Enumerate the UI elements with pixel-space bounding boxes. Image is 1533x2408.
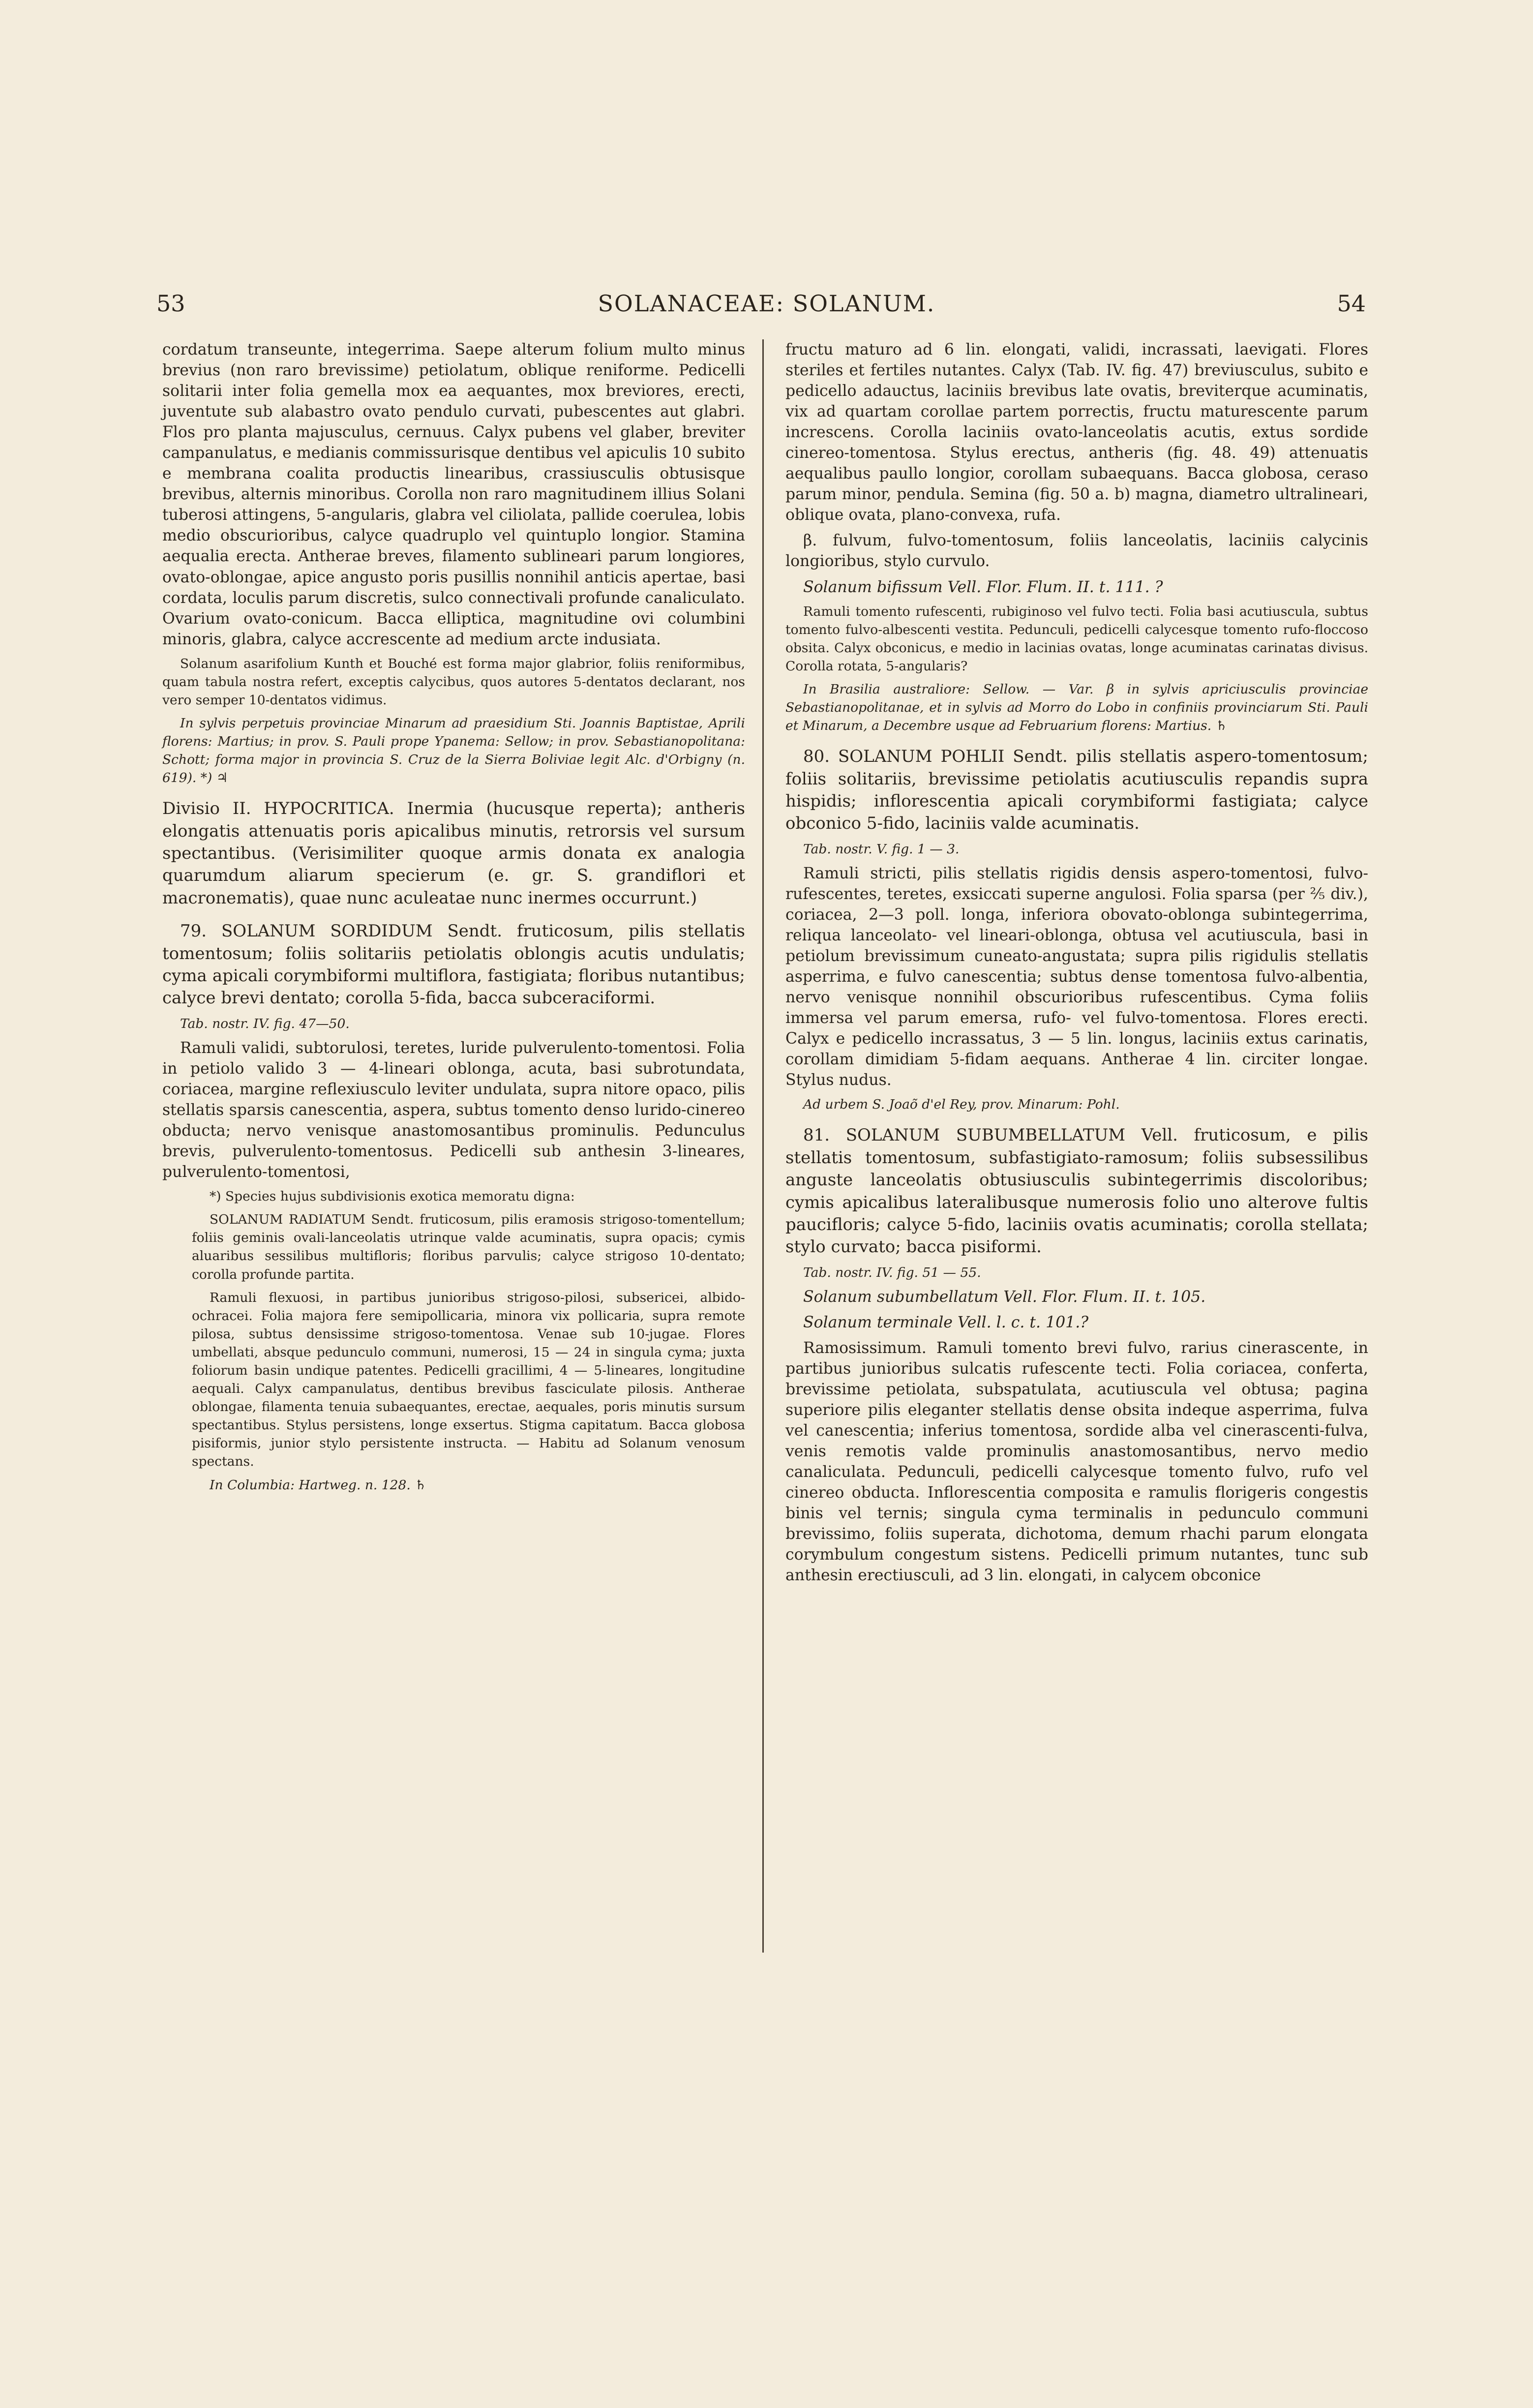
variety-description: Ramuli tomento rufescenti, rubiginoso vel fulvo tecti. Folia basi acutiuscula, subtus tomento fulvo-albescenti vestita. Pedunculi, pedicelli calycesque tomento rufo-floccoso obsita. Calyx obconicus, e medio in lacinias ovatas, longe acuminatas carinatas divisus. Corolla rotata, 5-angularis? <box>785 603 1368 674</box>
plate-reference: Tab. nostr. IV. fig. 47—50. <box>180 1016 350 1031</box>
description-paragraph: Ramuli stricti, pilis stellatis rigidis densis aspero-tomentosi, fulvo-rufescentes, teretes, exsiccati superne angulosi. Folia sparsa (per ⅖ div.), coriacea, 2—3 poll. longa, inferiora obovato-oblonga subintegerrima, reliqua lanceolato- vel lineari-oblonga, obtusa vel acutiuscula, basi in petiolum brevissimum cuneato-angustata; supra pilis rigidulis stellatis asperrima, e fulvo canescentia; subtus dense tomentosa fulvo-albentia, nervo venisque nonnihil obscurioribus rufescentibus. Cyma foliis immersa vel parum emersa, rufo- vel fulvo-tomentosa. Flores erecti. Calyx e pedicello incrassatus, 3 — 5 lin. longus, laciniis extus carinatis, corollam dimidiam 5-fidam aequans. Antherae 4 lin. circiter longae. Stylus nudus. <box>785 864 1368 1089</box>
synonym: Solanum bifissum Vell. Flor. Flum. II. t. 111. ? <box>803 578 1163 596</box>
paragraph: cordatum transeunte, integerrima. Saepe alterum folium multo minus brevius (non raro brevissime) petiolatum, oblique reniforme. Pedicelli solitarii inter folia gemella mox ea aequantes, mox breviores, erecti, juventute sub alabastro ovato pendulo curvati, pubescentes aut glabri. Flos pro planta majusculus, cernuus. Calyx pubens vel glaber, breviter campanulatus, e medianis commissurisque dentibus vel apiculis 10 subito e membrana coalita productis linearibus, crassiusculis obtusisque brevibus, alternis minoribus. Corolla non raro magnitudinem illius Solani tuberosi attingens, 5-angularis, glabra vel ciliolata, pallide coerulea, lobis medio obscurioribus, calyce quadruplo vel quintuplo longior. Stamina aequalia erecta. Antherae breves, filamento sublineari parum longiores, ovato-oblongae, apice angusto poris pusillis nonnihil anticis apertae, basi cordata, loculis parum discretis, sulco connectivali profunde canaliculato. Ovarium ovato-conicum. Bacca elliptica, magnitudine ovi columbini minoris, glabra, calyce accrescente ad medium arcte indusiata. <box>162 341 745 648</box>
plate-reference: Tab. nostr. IV. fig. 51 — 55. <box>803 1264 981 1280</box>
page-number-left: 53 <box>156 290 185 317</box>
page-number-right: 54 <box>1337 290 1366 317</box>
footnote-description: Ramuli flexuosi, in partibus junioribus strigoso-pilosi, subsericei, albido-ochracei. Folia majora fere semipollicaria, minora vix pollicaria, supra remote pilosa, subtus densissime strigoso-tomentosa. Venae sub 10-jugae. Flores umbellati, absque pedunculo communi, numerosi, 15 — 24 in singula cyma; juxta foliorum basin undique patentes. Pedicelli gracillimi, 4 — 5-lineares, longitudine aequali. Calyx campanulatus, dentibus brevibus fasciculate pilosis. Antherae oblongae, filamenta tenuia subaequantes, erectae, aequales, poris minutis sursum spectantibus. Stylus persistens, longe exsertus. Stigma capitatum. Bacca globosa pisiformis, junior stylo persistente instructa. — Habitu ad Solanum venosum spectans. <box>192 1290 745 1470</box>
footnote-species: SOLANUM RADIATUM Sendt. fruticosum, pilis eramosis strigoso-tomentellum; foliis geminis ovali-lanceolatis utrinque valde acuminatis, supra opacis; cymis aluaribus sessilibus multifloris; floribus parvulis; calyce strigoso 10-dentato; corolla profunde partita. <box>192 1212 745 1282</box>
species-80-heading: 80. SOLANUM POHLII Sendt. pilis stellatis aspero-tomentosum; foliis solitariis, brevissime petiolatis acutiusculis repandis supra hispidis; inflorescentia apicali corymbiformi fastigiata; calyce obconico 5-fido, laciniis valde acuminatis. <box>785 747 1368 834</box>
left-column <box>162 339 745 1499</box>
paragraph: fructu maturo ad 6 lin. elongati, validi, incrassati, laevigati. Flores steriles et fertiles nutantes. Calyx (Tab. IV. fig. 47) breviusculus, subito e pedicello adauctus, laciniis brevibus late ovatis, breviterque acuminatis, vix ad quartam corollae partem porrectis, fructu maturescente parum increscens. Corolla laciniis ovato-lanceolatis acutis, extus sordide cinereo-tomentosa. Stylus erectus, antheris (fig. 48. 49) attenuatis aequalibus paullo longior, corollam subaequans. Bacca globosa, ceraso parum minor, pendula. Semina (fig. 50 a. b) magna, diametro ultralineari, oblique ovata, plano-convexa, rufa. <box>785 341 1368 524</box>
synonym: Solanum terminale Vell. l. c. t. 101.? <box>803 1313 1089 1331</box>
description-paragraph: Ramuli validi, subtorulosi, teretes, luride pulverulento-tomentosi. Folia in petiolo valido 3 — 4-lineari oblonga, acuta, basi subrotundata, coriacea, margine reflexiusculo leviter undulata, supra nitore opaco, pilis stellatis sparsis canescentia, aspera, subtus tomento denso lurido-cinereo obducta; nervo venisque anastomosantibus prominulis. Pedunculus brevis, pulverulento-tomentosus. Pedicelli sub anthesin 3-lineares, pulverulento-tomentosi, <box>162 1039 745 1181</box>
note-paragraph: Solanum asarifolium Kunth et Bouché est forma major glabrior, foliis reniformibus, quam tabula nostra refert, exceptis calycibus, quos autores 5-dentatos declarant, nos vero semper 10-dentatos vidimus. <box>162 656 745 708</box>
species-79-heading: 79. SOLANUM SORDIDUM Sendt. fruticosum, pilis stellatis tomentosum; foliis solitariis petiolatis oblongis acutis undulatis; cyma apicali corymbiformi multiflora, fastigiata; floribus nutantibus; calyce brevi dentato; corolla 5-fida, bacca subceraciformi. <box>162 921 745 1008</box>
species-81-heading: 81. SOLANUM SUBUMBELLATUM Vell. fruticosum, e pilis stellatis tomentosum, subfastigiato-ramosum; foliis subsessilibus anguste lanceolatis obtusiusculis subintegerrimis discoloribus; cymis apicalibus lateralibusque numerosis folio uno alterove fultis paucifloris; calyce 5-fido, laciniis ovatis acuminatis; corolla stellata; stylo curvato; bacca pisiformi. <box>785 1125 1368 1257</box>
division-heading: Divisio II. HYPOCRITICA. Inermia (hucusque reperta); antheris elongatis attenuatis poris apicalibus minutis, retrorsis vel sursum spectantibus. (Verisimiliter quoque armis donata ex analogia quarumdum aliarum specierum (e. gr. S. grandiflori et macronematis), quae nunc aculeatae nunc inermes occurrunt.) <box>162 799 745 908</box>
column-divider <box>762 339 764 1953</box>
description-paragraph: Ramosissimum. Ramuli tomento brevi fulvo, rarius cinerascente, in partibus junioribus sulcatis rufescente tecti. Folia coriacea, conferta, brevissime petiolata, subspatulata, acutiuscula vel obtusa; pagina superiore pilis eleganter stellatis dense obsita indeque asperrima, fulva vel canescentia; inferius tomentosa, sordide alba vel cinerascenti-fulva, venis remotis valde prominulis anastomosantibus, nervo medio canaliculata. Pedunculi, pedicelli calycesque tomento fulvo, rufo vel cinereo obducta. Inflorescentia composita e ramulis florigeris congestis binis vel ternis; singula cyma terminalis in pedunculo communi brevissimo, foliis superata, dichotoma, demum rhachi parum elongata corymbulum congestum sistens. Pedicelli primum nutantes, tunc sub anthesin erectiusculi, ad 3 lin. elongati, in calycem obconice <box>785 1339 1368 1585</box>
locality-paragraph: Ad urbem S. Joaõ d'el Rey, prov. Minarum: Pohl. <box>803 1097 1120 1113</box>
footnote-heading: *) Species hujus subdivisionis exotica memoratu digna: <box>210 1189 575 1204</box>
plate-reference: Tab. nostr. V. fig. 1 — 3. <box>803 841 960 857</box>
locality-paragraph: In sylvis perpetuis provinciae Minarum ad praesidium Sti. Joannis Baptistae, Aprili florens: Martius; in prov. S. Pauli prope Ypanema: Sellow; in prov. Sebastianopolitana: Schott; forma major in provincia S. Cruz de la Sierra Boliviae legit Alc. d'Orbigny (n. 619). *) ♃ <box>162 715 745 786</box>
footnote-locality: In Columbia: Hartweg. n. 128. ♄ <box>210 1477 426 1493</box>
locality-paragraph: In Brasilia australiore: Sellow. — Var. β in sylvis apriciusculis provinciae Sebastianopolitanae, et in sylvis ad Morro do Lobo in confiniis provinciarum Sti. Pauli et Minarum, a Decembre usque ad Februarium florens: Martius. ♄ <box>785 681 1368 734</box>
variety-heading: β. fulvum, fulvo-tomentosum, foliis lanceolatis, laciniis calycinis longioribus, stylo curvulo. <box>785 532 1368 571</box>
page-header <box>0 290 1533 330</box>
running-head: SOLANACEAE: SOLANUM. <box>598 290 935 317</box>
right-column <box>785 339 1368 1591</box>
synonym: Solanum subumbellatum Vell. Flor. Flum. II. t. 105. <box>803 1288 1206 1306</box>
footnote <box>192 1187 745 1494</box>
